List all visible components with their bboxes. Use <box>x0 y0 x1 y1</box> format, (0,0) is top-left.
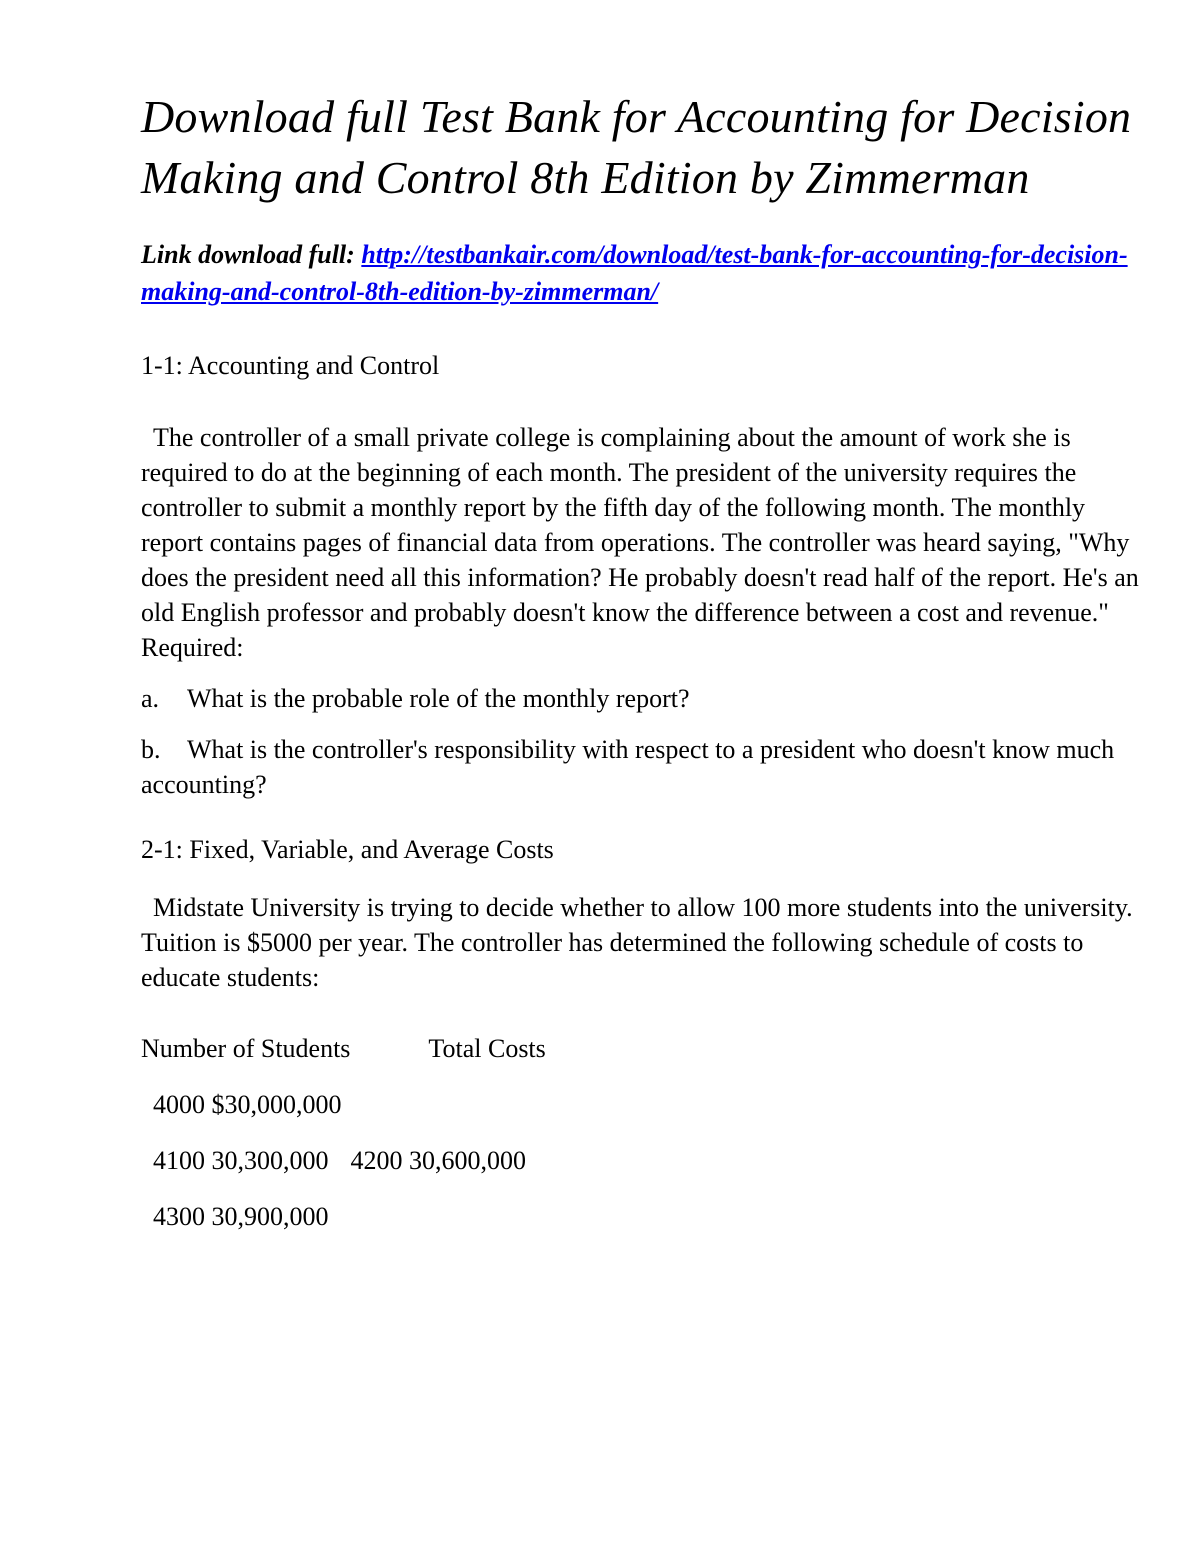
download-link-line <box>141 236 1141 310</box>
cost-table-row <box>153 1199 1141 1234</box>
question-text: What is the probable role of the monthly report? <box>187 684 690 713</box>
link-label: Link download full: <box>141 240 355 269</box>
document-page <box>141 86 1141 1234</box>
column-header-students: Number of Students <box>141 1034 351 1063</box>
question-letter: a. <box>141 684 160 713</box>
question-b <box>141 732 1141 802</box>
cost-table-header <box>141 1031 1141 1066</box>
section-heading-fixed-variable-costs: 2-1: Fixed, Variable, and Average Costs <box>141 835 554 864</box>
cost-entry: 4000 $30,000,000 <box>153 1090 342 1119</box>
download-link[interactable]: http://testbankair.com/download/test-bank-for-accounting-for-decision-making-and-control-8th-edition-by-zimmerman/ <box>141 240 1128 306</box>
cost-table-row <box>153 1143 1141 1178</box>
cost-table-row <box>153 1087 1141 1122</box>
question-text: What is the controller's responsibility with respect to a president who doesn't know much accounting? <box>141 735 1115 799</box>
question-letter: b. <box>141 735 161 764</box>
cost-entry: 4200 30,600,000 <box>350 1146 526 1175</box>
cost-entry: 4100 30,300,000 <box>153 1146 329 1175</box>
section2-paragraph: Midstate University is trying to decide whether to allow 100 more students into the university. Tuition is $5000 per year. The controller has determined the following schedule of costs to educate students: <box>141 893 1133 992</box>
cost-entry: 4300 30,900,000 <box>153 1202 329 1231</box>
required-label: Required: <box>141 633 244 662</box>
document-title: Download full Test Bank for Accounting for Decision Making and Control 8th Edition by Zimmerman <box>141 91 1132 203</box>
question-a <box>141 681 1141 716</box>
column-header-costs: Total Costs <box>428 1034 546 1063</box>
section-heading-accounting-control: 1-1: Accounting and Control <box>141 351 440 380</box>
section1-paragraph: The controller of a small private college is complaining about the amount of work she is required to do at the beginning of each month. The president of the university requires the controller to submit a monthly report by the fifth day of the following month. The monthly report contains pages of financial data from operations. The controller was heard saying, "Why does the president need all this information? He probably doesn't read half of the report. He's an old English professor and probably doesn't know the difference between a cost and revenue." <box>141 423 1139 627</box>
